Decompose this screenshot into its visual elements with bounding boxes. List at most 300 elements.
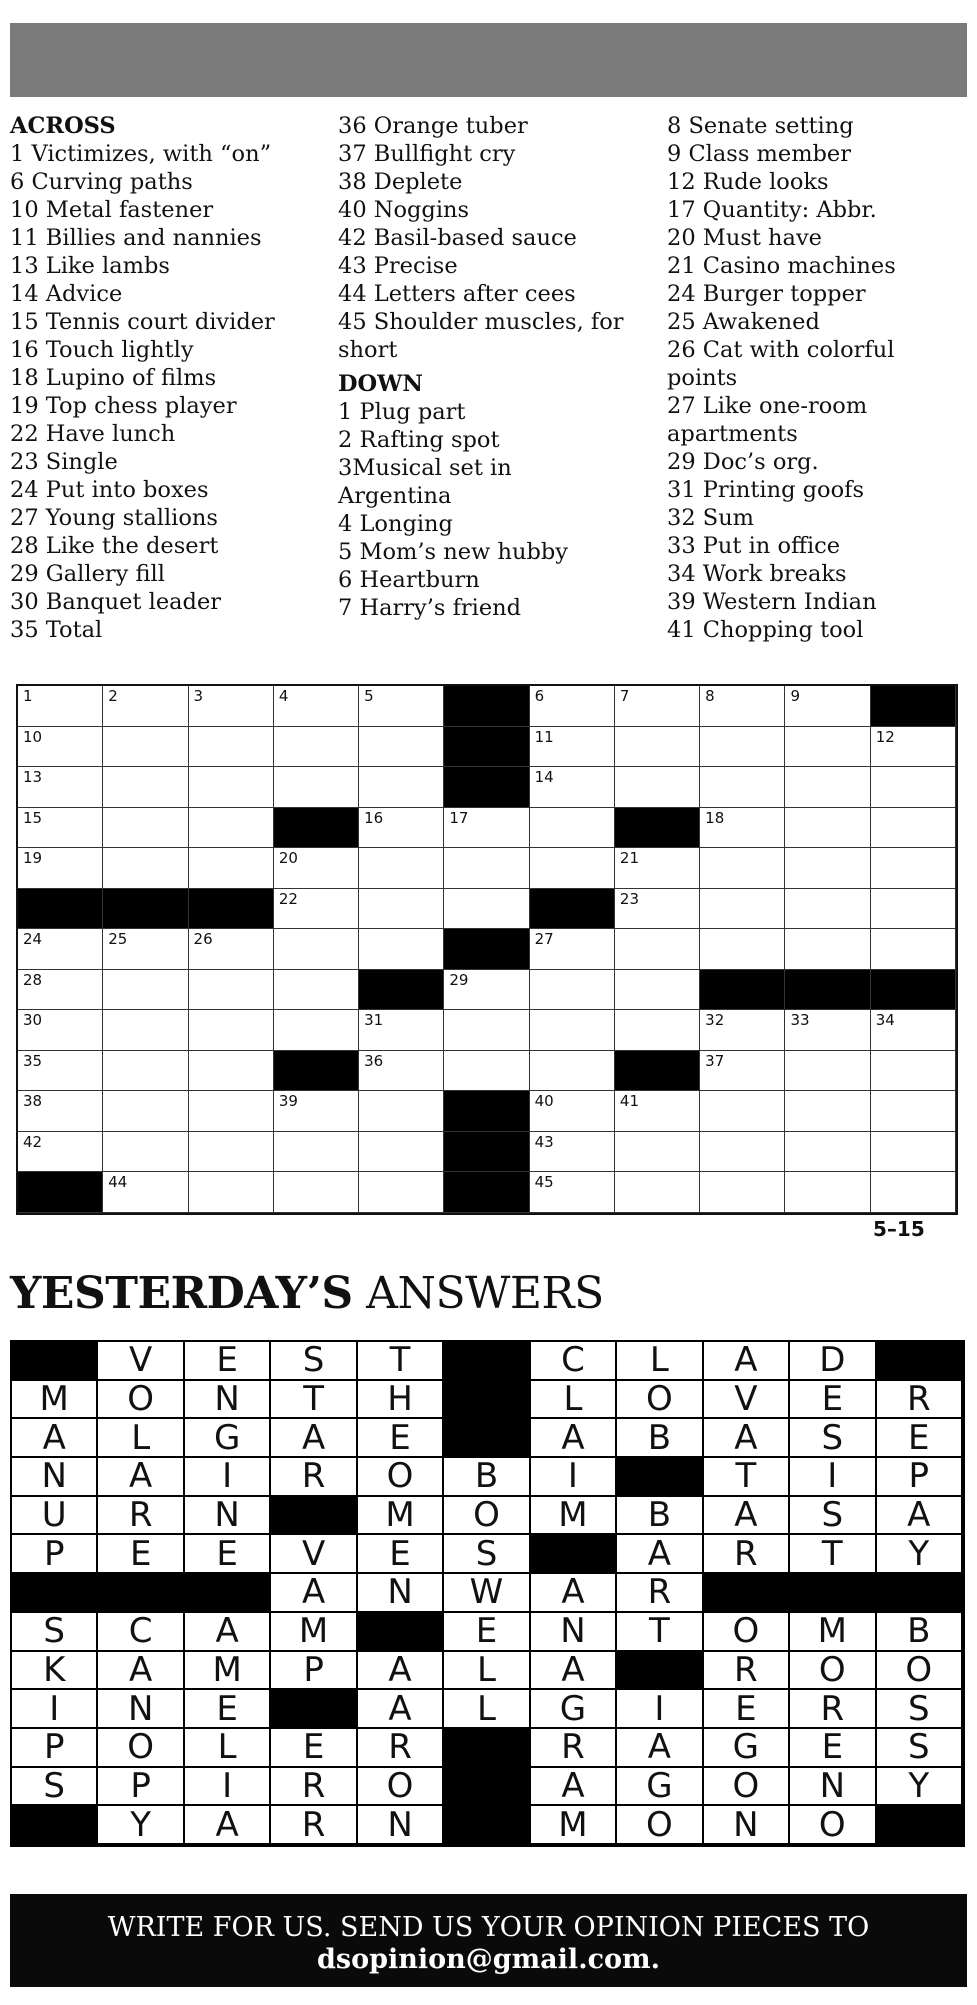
- answer-letter: I: [12, 1690, 98, 1729]
- header-banner: [10, 23, 967, 97]
- answer-letter: A: [185, 1613, 271, 1652]
- answer-letter: N: [358, 1806, 444, 1845]
- grid-cell[interactable]: [359, 889, 444, 930]
- grid-black-square: [785, 970, 870, 1011]
- grid-cell[interactable]: [444, 808, 529, 849]
- grid-cell[interactable]: [785, 1172, 870, 1213]
- answer-letter: E: [790, 1381, 876, 1420]
- down-clue: 3Musical set in: [338, 455, 512, 481]
- grid-cell[interactable]: [785, 727, 870, 768]
- grid-cell[interactable]: [615, 1010, 700, 1051]
- grid-cell[interactable]: [359, 1132, 444, 1173]
- answer-letter: D: [790, 1342, 876, 1381]
- across-clue: 15 Tennis court divider: [10, 309, 275, 335]
- answers-grid: [10, 1340, 965, 1847]
- grid-cell[interactable]: [274, 929, 359, 970]
- grid-cell[interactable]: [18, 1091, 103, 1132]
- answer-letter: A: [271, 1574, 357, 1613]
- grid-cell[interactable]: [359, 848, 444, 889]
- answer-letter: N: [12, 1458, 98, 1497]
- grid-cell[interactable]: [103, 767, 188, 808]
- grid-cell[interactable]: [103, 808, 188, 849]
- answer-letter: I: [531, 1458, 617, 1497]
- answer-letter: M: [358, 1497, 444, 1536]
- grid-cell[interactable]: [189, 929, 274, 970]
- answer-letter: H: [358, 1381, 444, 1420]
- grid-cell[interactable]: [18, 686, 103, 727]
- across-clue: 42 Basil-based sauce: [338, 225, 577, 251]
- answer-black-square: [12, 1574, 98, 1613]
- answer-letter: A: [704, 1497, 790, 1536]
- grid-cell[interactable]: [785, 1010, 870, 1051]
- grid-cell[interactable]: [530, 767, 615, 808]
- cell-number: 17: [449, 808, 469, 827]
- grid-cell[interactable]: [785, 767, 870, 808]
- answer-black-square: [877, 1574, 963, 1613]
- cell-number: 22: [278, 889, 298, 908]
- grid-cell[interactable]: [18, 848, 103, 889]
- grid-cell[interactable]: [189, 1132, 274, 1173]
- grid-cell[interactable]: [103, 1051, 188, 1092]
- grid-cell[interactable]: [444, 1010, 529, 1051]
- grid-cell[interactable]: [189, 1010, 274, 1051]
- grid-cell[interactable]: [359, 767, 444, 808]
- cell-number: 14: [534, 768, 554, 787]
- answer-letter: I: [617, 1690, 703, 1729]
- grid-cell[interactable]: [785, 1091, 870, 1132]
- grid-cell[interactable]: [103, 1010, 188, 1051]
- grid-cell[interactable]: [785, 889, 870, 930]
- answer-letter: A: [704, 1342, 790, 1381]
- grid-cell[interactable]: [359, 929, 444, 970]
- grid-cell[interactable]: [530, 1010, 615, 1051]
- down-clue: 5 Mom’s new hubby: [338, 539, 568, 565]
- answer-letter: O: [704, 1768, 790, 1807]
- down-clue: 33 Put in office: [667, 533, 841, 559]
- grid-cell[interactable]: [785, 929, 870, 970]
- across-clue: 24 Put into boxes: [10, 477, 209, 503]
- answer-letter: A: [531, 1652, 617, 1691]
- grid-cell[interactable]: [615, 970, 700, 1011]
- grid-black-square: [615, 1051, 700, 1092]
- grid-cell[interactable]: [530, 970, 615, 1011]
- grid-cell[interactable]: [274, 889, 359, 930]
- answer-letter: R: [877, 1381, 963, 1420]
- grid-cell[interactable]: [785, 1051, 870, 1092]
- grid-black-square: [530, 889, 615, 930]
- grid-cell[interactable]: [615, 686, 700, 727]
- grid-cell[interactable]: [700, 929, 785, 970]
- grid-cell[interactable]: [189, 970, 274, 1011]
- across-clue: 6 Curving paths: [10, 169, 193, 195]
- answer-letter: O: [358, 1768, 444, 1807]
- down-clue: 2 Rafting spot: [338, 427, 500, 453]
- down-clue: 17 Quantity: Abbr.: [667, 197, 877, 223]
- answer-letter: Y: [877, 1768, 963, 1807]
- answers-title: [10, 1268, 604, 1319]
- grid-cell[interactable]: [18, 767, 103, 808]
- answers-title-rest: ANSWERS: [352, 1268, 604, 1319]
- grid-cell[interactable]: [700, 1172, 785, 1213]
- cell-number: 42: [23, 1132, 43, 1151]
- answer-letter: M: [185, 1652, 271, 1691]
- down-clue: Argentina: [338, 483, 452, 509]
- down-clue: 4 Longing: [338, 511, 453, 537]
- grid-cell[interactable]: [530, 1051, 615, 1092]
- grid-cell[interactable]: [530, 848, 615, 889]
- answer-letter: T: [790, 1535, 876, 1574]
- across-clue: 13 Like lambs: [10, 253, 170, 279]
- grid-cell[interactable]: [18, 1051, 103, 1092]
- grid-cell[interactable]: [700, 848, 785, 889]
- grid-cell[interactable]: [18, 929, 103, 970]
- grid-cell[interactable]: [359, 1172, 444, 1213]
- across-clue: 1 Victimizes, with “on”: [10, 141, 272, 167]
- answer-letter: R: [98, 1497, 184, 1536]
- answer-black-square: [444, 1381, 530, 1420]
- grid-cell[interactable]: [871, 1172, 956, 1213]
- grid-cell[interactable]: [274, 1172, 359, 1213]
- cell-number: 24: [23, 930, 43, 949]
- across-clue: 35 Total: [10, 617, 103, 643]
- across-clue: 18 Lupino of films: [10, 365, 217, 391]
- cell-number: 40: [534, 1092, 554, 1111]
- answer-letter: L: [617, 1342, 703, 1381]
- grid-cell[interactable]: [189, 767, 274, 808]
- answer-letter: K: [12, 1652, 98, 1691]
- across-clue: 14 Advice: [10, 281, 123, 307]
- grid-black-square: [444, 1132, 529, 1173]
- grid-cell[interactable]: [359, 808, 444, 849]
- grid-cell[interactable]: [785, 808, 870, 849]
- grid-cell[interactable]: [700, 727, 785, 768]
- grid-cell[interactable]: [700, 889, 785, 930]
- grid-black-square: [189, 889, 274, 930]
- cell-number: 5: [364, 687, 374, 705]
- grid-cell[interactable]: [189, 1051, 274, 1092]
- answer-letter: C: [98, 1613, 184, 1652]
- answer-letter: G: [531, 1690, 617, 1729]
- grid-cell[interactable]: [189, 686, 274, 727]
- answer-letter: P: [877, 1458, 963, 1497]
- cell-number: 9: [790, 687, 800, 705]
- answer-letter: C: [531, 1342, 617, 1381]
- answer-letter: A: [531, 1419, 617, 1458]
- across-clue: 36 Orange tuber: [338, 113, 528, 139]
- answer-letter: E: [185, 1535, 271, 1574]
- across-clues-column-1: [10, 112, 330, 644]
- grid-cell[interactable]: [189, 1091, 274, 1132]
- footer-email: dsopinion@gmail.com.: [316, 1944, 661, 1975]
- grid-cell[interactable]: [700, 686, 785, 727]
- grid-black-square: [615, 808, 700, 849]
- grid-black-square: [444, 1091, 529, 1132]
- cell-number: 27: [534, 930, 554, 949]
- answer-letter: M: [12, 1381, 98, 1420]
- across-clue: 38 Deplete: [338, 169, 463, 195]
- answer-letter: A: [531, 1574, 617, 1613]
- answer-letter: E: [271, 1729, 357, 1768]
- answer-letter: B: [444, 1458, 530, 1497]
- grid-cell[interactable]: [530, 1172, 615, 1213]
- grid-cell[interactable]: [700, 808, 785, 849]
- grid-cell[interactable]: [871, 1051, 956, 1092]
- grid-cell[interactable]: [103, 848, 188, 889]
- answer-letter: S: [12, 1613, 98, 1652]
- answer-letter: A: [98, 1652, 184, 1691]
- answer-letter: R: [704, 1535, 790, 1574]
- grid-cell[interactable]: [700, 1010, 785, 1051]
- grid-cell[interactable]: [444, 1051, 529, 1092]
- answer-letter: P: [98, 1768, 184, 1807]
- grid-black-square: [18, 889, 103, 930]
- answer-letter: O: [358, 1458, 444, 1497]
- grid-cell[interactable]: [189, 808, 274, 849]
- answer-letter: R: [531, 1729, 617, 1768]
- answer-letter: P: [271, 1652, 357, 1691]
- across-clue: 40 Noggins: [338, 197, 470, 223]
- across-clue: 23 Single: [10, 449, 118, 475]
- answer-letter: S: [877, 1690, 963, 1729]
- grid-cell[interactable]: [530, 1091, 615, 1132]
- across-clue: 11 Billies and nannies: [10, 225, 262, 251]
- grid-cell[interactable]: [18, 1010, 103, 1051]
- answer-letter: Y: [98, 1806, 184, 1845]
- cell-number: 28: [23, 970, 43, 989]
- grid-cell[interactable]: [785, 1132, 870, 1173]
- across-clue: 43 Precise: [338, 253, 458, 279]
- cell-number: 19: [23, 849, 43, 868]
- grid-black-square: [444, 767, 529, 808]
- grid-cell[interactable]: [103, 727, 188, 768]
- grid-black-square: [103, 889, 188, 930]
- grid-cell[interactable]: [615, 1132, 700, 1173]
- answer-letter: G: [185, 1419, 271, 1458]
- across-clue: short: [338, 337, 398, 363]
- answer-letter: R: [617, 1574, 703, 1613]
- crossword-grid: [16, 684, 958, 1215]
- grid-cell[interactable]: [871, 767, 956, 808]
- grid-cell[interactable]: [189, 848, 274, 889]
- answer-letter: S: [271, 1342, 357, 1381]
- grid-cell[interactable]: [444, 970, 529, 1011]
- grid-cell[interactable]: [615, 1091, 700, 1132]
- answer-letter: I: [185, 1768, 271, 1807]
- answer-letter: W: [444, 1574, 530, 1613]
- answer-black-square: [271, 1690, 357, 1729]
- grid-cell[interactable]: [785, 848, 870, 889]
- grid-cell[interactable]: [615, 889, 700, 930]
- across-clue: 37 Bullfight cry: [338, 141, 516, 167]
- grid-cell[interactable]: [700, 1091, 785, 1132]
- cell-number: 29: [449, 970, 469, 989]
- across-clue: 29 Gallery fill: [10, 561, 165, 587]
- grid-cell[interactable]: [871, 808, 956, 849]
- grid-cell[interactable]: [18, 970, 103, 1011]
- grid-black-square: [444, 929, 529, 970]
- puzzle-date-label: 5–15: [873, 1217, 925, 1241]
- answer-letter: L: [98, 1419, 184, 1458]
- grid-cell[interactable]: [785, 686, 870, 727]
- answer-letter: S: [790, 1497, 876, 1536]
- grid-cell[interactable]: [700, 767, 785, 808]
- answer-letter: S: [12, 1768, 98, 1807]
- grid-cell[interactable]: [274, 727, 359, 768]
- answer-black-square: [790, 1574, 876, 1613]
- answer-letter: E: [790, 1729, 876, 1768]
- answer-letter: N: [98, 1690, 184, 1729]
- grid-cell[interactable]: [359, 727, 444, 768]
- grid-cell[interactable]: [530, 1132, 615, 1173]
- grid-cell[interactable]: [615, 727, 700, 768]
- grid-cell[interactable]: [274, 1010, 359, 1051]
- grid-cell[interactable]: [359, 1010, 444, 1051]
- grid-cell[interactable]: [103, 1132, 188, 1173]
- grid-cell[interactable]: [615, 929, 700, 970]
- answer-letter: R: [358, 1729, 444, 1768]
- grid-cell[interactable]: [274, 1132, 359, 1173]
- grid-cell[interactable]: [103, 686, 188, 727]
- grid-cell[interactable]: [871, 929, 956, 970]
- down-clue: 8 Senate setting: [667, 113, 854, 139]
- grid-cell[interactable]: [103, 970, 188, 1011]
- cell-number: 31: [364, 1011, 384, 1030]
- down-clue: 29 Doc’s org.: [667, 449, 819, 475]
- answer-black-square: [271, 1497, 357, 1536]
- answer-letter: L: [185, 1729, 271, 1768]
- answer-letter: N: [185, 1381, 271, 1420]
- grid-cell[interactable]: [530, 929, 615, 970]
- answer-letter: S: [877, 1729, 963, 1768]
- crossword-puzzle: [16, 684, 958, 1215]
- grid-cell[interactable]: [103, 1172, 188, 1213]
- grid-cell[interactable]: [103, 929, 188, 970]
- answer-letter: T: [358, 1342, 444, 1381]
- answer-letter: A: [98, 1458, 184, 1497]
- answer-black-square: [444, 1342, 530, 1381]
- answer-letter: I: [185, 1458, 271, 1497]
- grid-black-square: [871, 970, 956, 1011]
- grid-black-square: [700, 970, 785, 1011]
- answer-letter: N: [185, 1497, 271, 1536]
- grid-cell[interactable]: [871, 889, 956, 930]
- answer-letter: E: [877, 1419, 963, 1458]
- grid-cell[interactable]: [274, 767, 359, 808]
- grid-cell[interactable]: [530, 686, 615, 727]
- grid-black-square: [274, 1051, 359, 1092]
- answer-letter: M: [531, 1497, 617, 1536]
- grid-cell[interactable]: [359, 686, 444, 727]
- cell-number: 7: [619, 687, 630, 705]
- grid-cell[interactable]: [359, 1091, 444, 1132]
- grid-cell[interactable]: [18, 1132, 103, 1173]
- answer-letter: B: [877, 1613, 963, 1652]
- footer-banner: [10, 1894, 967, 1987]
- answer-letter: O: [877, 1652, 963, 1691]
- answer-letter: A: [185, 1806, 271, 1845]
- grid-cell[interactable]: [871, 1132, 956, 1173]
- grid-cell[interactable]: [274, 970, 359, 1011]
- answer-letter: A: [358, 1690, 444, 1729]
- answer-letter: V: [98, 1342, 184, 1381]
- answer-letter: E: [358, 1535, 444, 1574]
- down-clue: points: [667, 365, 738, 391]
- answer-letter: O: [617, 1806, 703, 1845]
- answer-letter: R: [271, 1768, 357, 1807]
- grid-cell[interactable]: [700, 1132, 785, 1173]
- cell-number: 16: [364, 808, 384, 827]
- grid-cell[interactable]: [871, 1091, 956, 1132]
- grid-cell[interactable]: [444, 848, 529, 889]
- answer-letter: P: [12, 1729, 98, 1768]
- grid-cell[interactable]: [615, 1172, 700, 1213]
- grid-black-square: [444, 727, 529, 768]
- cell-number: 32: [705, 1011, 725, 1030]
- answer-black-square: [617, 1458, 703, 1497]
- grid-cell[interactable]: [700, 1051, 785, 1092]
- grid-cell[interactable]: [530, 808, 615, 849]
- down-clue: 26 Cat with colorful: [667, 337, 895, 363]
- answer-letter: P: [12, 1535, 98, 1574]
- cell-number: 23: [619, 889, 639, 908]
- grid-cell[interactable]: [189, 1172, 274, 1213]
- grid-cell[interactable]: [274, 686, 359, 727]
- across-clue: 30 Banquet leader: [10, 589, 222, 615]
- answer-letter: A: [617, 1535, 703, 1574]
- answer-letter: O: [790, 1652, 876, 1691]
- across-clue: 16 Touch lightly: [10, 337, 194, 363]
- down-clue: apartments: [667, 421, 798, 447]
- grid-cell[interactable]: [871, 727, 956, 768]
- answer-letter: S: [444, 1535, 530, 1574]
- answer-letter: L: [444, 1690, 530, 1729]
- down-clue: 41 Chopping tool: [667, 617, 864, 643]
- grid-cell[interactable]: [615, 848, 700, 889]
- grid-cell[interactable]: [189, 727, 274, 768]
- grid-cell[interactable]: [359, 1051, 444, 1092]
- cell-number: 37: [705, 1051, 725, 1070]
- grid-cell[interactable]: [274, 1091, 359, 1132]
- down-heading: DOWN: [338, 371, 423, 397]
- grid-cell[interactable]: [103, 1091, 188, 1132]
- answer-letter: O: [704, 1613, 790, 1652]
- across-clue: 45 Shoulder muscles, for: [338, 309, 624, 335]
- grid-cell[interactable]: [18, 727, 103, 768]
- cell-number: 33: [790, 1011, 810, 1030]
- down-clue: 27 Like one-room: [667, 393, 868, 419]
- cell-number: 38: [23, 1092, 43, 1111]
- answer-letter: E: [185, 1342, 271, 1381]
- grid-cell[interactable]: [615, 767, 700, 808]
- cell-number: 45: [534, 1173, 554, 1192]
- answer-letter: T: [617, 1613, 703, 1652]
- grid-cell[interactable]: [871, 848, 956, 889]
- grid-cell[interactable]: [871, 1010, 956, 1051]
- grid-cell[interactable]: [530, 727, 615, 768]
- down-clue: 32 Sum: [667, 505, 755, 531]
- grid-cell[interactable]: [18, 808, 103, 849]
- cell-number: 4: [278, 687, 289, 705]
- down-clue: 25 Awakened: [667, 309, 820, 335]
- answer-letter: O: [790, 1806, 876, 1845]
- cell-number: 10: [23, 727, 43, 746]
- answer-black-square: [877, 1342, 963, 1381]
- answer-letter: R: [271, 1806, 357, 1845]
- grid-cell[interactable]: [274, 848, 359, 889]
- answer-black-square: [444, 1729, 530, 1768]
- answer-black-square: [444, 1768, 530, 1807]
- grid-cell[interactable]: [444, 889, 529, 930]
